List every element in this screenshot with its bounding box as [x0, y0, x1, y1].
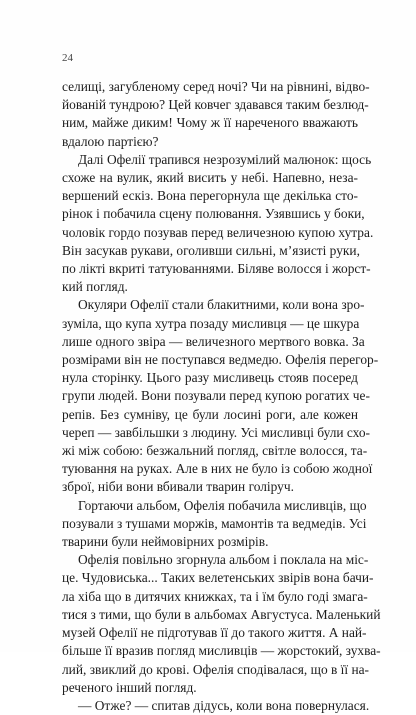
text-line: вдалою партією? [62, 133, 159, 149]
text-line: лий, звиклий до крові. Офелія сподівалася, що в її на- [62, 661, 370, 677]
text-line: ним, майже диким! Чому ж її нареченого вважають [62, 115, 358, 131]
text-line: селищі, загубленому серед ночі? Чи на рівнині, відво- [62, 79, 370, 94]
text-line: тварини були неймовірних розмірів. [62, 534, 269, 550]
text-line: це. Чудовиська... Таких велетенських звірів вона бачи- [62, 570, 374, 586]
text-line: зуміла, що купа хутра позаду мисливця — це шкура [62, 315, 360, 331]
text-line: реченого інший погляд. [62, 679, 197, 695]
text-line: більше її вразив погляд мисливців — жорстокий, зухва- [62, 643, 381, 659]
body-text [62, 78, 381, 715]
text-line: йованій тундрою? Цей ковчег здавався таким безлюд- [62, 97, 369, 113]
text-line: рінок і побачила сцену полювання. Узявшись у боки, [62, 206, 365, 222]
text-line: тися з тими, що були в альбомах Августуса. Маленький [62, 606, 381, 622]
text-line: — Отже? — спитав дідусь, коли вона повернулася. [78, 697, 370, 713]
text-line: по лікті вкриті татуюваннями. Біляве волосся і жорст- [62, 261, 371, 277]
text-line: Він засукав рукави, оголивши сильні, м’язисті руки, [62, 242, 360, 258]
text-line: зброї, ніби вони вбивали тварин голіруч. [62, 479, 294, 495]
text-line: розмірами він не поступався ведмедю. Офелія перегор- [62, 352, 379, 368]
text-line: схоже на вулик, який висить у небі. Напевно, неза- [62, 170, 358, 186]
text-line: туювання на руках. Але в них не було із собою жодної [62, 461, 373, 477]
text-line: Офелія повільно згорнула альбом і поклала на міс- [78, 552, 369, 568]
text-line: вершений ескіз. Вона перегорнула ще декілька сто- [62, 188, 358, 204]
text-line: групи людей. Вони позували перед купою рогатих че- [62, 388, 370, 404]
text-line: лише одного звіра — величезного мертвого вовка. За [62, 333, 365, 349]
text-line: ла хіба що в дитячих книжках, та і їм було годі змага- [62, 588, 368, 604]
text-line: Гортаючи альбом, Офелія побачила мисливців, що [78, 497, 367, 513]
text-line: репів. Без сумніву, це були лосині роги, але кожен [62, 406, 358, 422]
text-line: жі між собою: безжальний погляд, світле волосся, та- [62, 443, 368, 459]
text-line: нула сторінку. Цього разу мисливець стояв посеред [62, 370, 358, 386]
text-line: Окуляри Офелії стали блакитними, коли вона зро- [78, 297, 365, 313]
text-line: кий погляд. [62, 279, 128, 295]
text-line: Далі Офелії трапився незрозумілий малюнок: щось [78, 151, 372, 167]
text-line: позували з тушами моржів, мамонтів та ведмедів. Усі [62, 515, 367, 531]
text-line: череп — завбільшки з людину. Усі мисливці були схо- [62, 424, 371, 440]
text-line: чоловік гордо позував перед величезною купою хутра. [62, 224, 374, 240]
page-number: 24 [62, 52, 73, 64]
text-line: музей Офелії не підготував її до такого життя. А най- [62, 625, 367, 641]
